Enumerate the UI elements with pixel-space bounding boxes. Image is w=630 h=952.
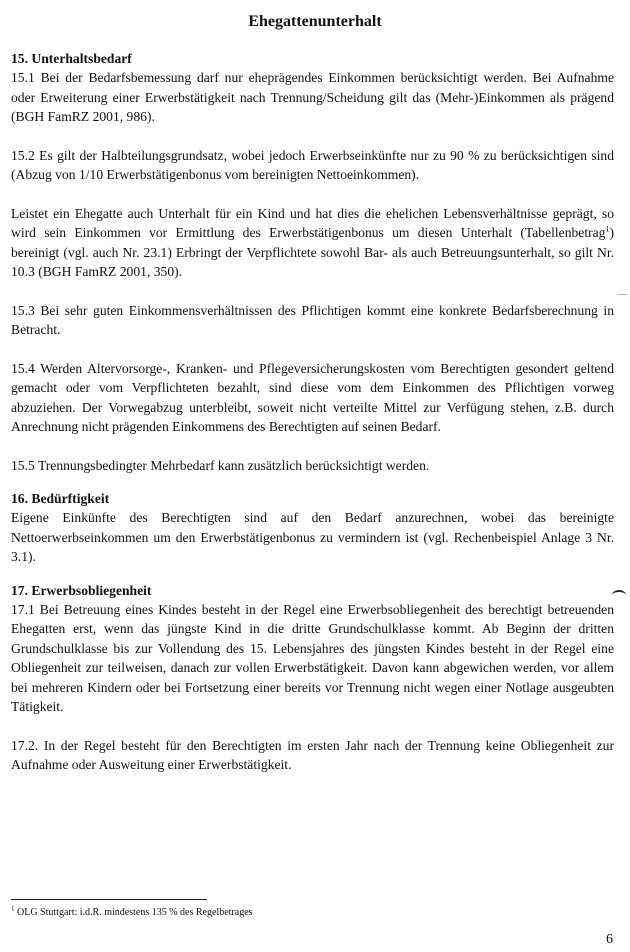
section-unterhaltsbedarf: [11, 50, 614, 475]
paragraph-text: ) bereinigt (vgl. auch Nr. 23.1) Erbringt der Verpflichtete sowohl Bar- als auch Betreuungsunterhalt, so gilt Nr. 10.3 (BGH FamRZ 2001, 350).: [11, 225, 614, 279]
page-title: Ehegattenunterhalt: [248, 13, 382, 30]
paragraph-15-2: 15.2 Es gilt der Halbteilungsgrundsatz, wobei jedoch Erwerbseinkünfte nur zu 90 % zu berücksichtigen sind (Abzug von 1/10 Erwerbstätigenbonus vom bereinigten Nettoeinkommen).: [11, 147, 614, 182]
footnote-divider: [11, 899, 207, 900]
paragraph-15-5: 15.5 Trennungsbedingter Mehrbedarf kann zusätzlich berücksichtigt werden.: [11, 457, 430, 473]
paragraph-17-2: 17.2. In der Regel besteht für den Berechtigten im ersten Jahr nach der Trennung keine Obliegenheit zur Aufnahme oder Ausweitung einer Erwerbstätigkeit.: [11, 737, 614, 772]
page-number: 6: [606, 932, 613, 947]
section-heading: 17. Erwerbsobliegenheit: [11, 582, 152, 598]
footnote: [11, 904, 253, 918]
paragraph-15-1: 15.1 Bei der Bedarfsbemessung darf nur eheprägendes Einkommen berücksichtigt werden. Bei Aufnahme oder Erweiterung einer Erwerbstätigkeit nach Trennung/Scheidung gilt das (Mehr-)Einkommen als prägend (BGH FamRZ 2001, 986).: [11, 70, 614, 124]
paragraph-text: Leistet ein Ehegatte auch Unterhalt für ein Kind und hat dies die ehelichen Lebensverhältnisse geprägt, so wird sein Einkommen vor Ermittlung des Erwerbstätigenbonus um diesen Unterhalt (Tabellenbetrag: [11, 205, 614, 240]
footnote-reference: 1: [605, 224, 610, 234]
section-heading: 15. Unterhaltsbedarf: [11, 51, 132, 66]
paragraph-15-4: 15.4 Werden Altervorsorge-, Kranken- und Pflegeversicherungskosten vom Berechtigten gesondert geltend gemacht oder vom Verpflichteten bezahlt, sind diese vom dem Einkommen des Pflichtigen vorweg abzuziehen. Der Vorwegabzug unterbleibt, soweit nicht verteilte Mittel zur Verfügung stehen, z.B. durch Anrechnung nicht prägenden Einkommens des Berechtigten auf seinen Bedarf.: [11, 360, 614, 434]
footnote-text: OLG Stuttgart: i.d.R. mindestens 135 % des Regelbetrages: [17, 907, 253, 918]
section-beduerftigkeit: [11, 490, 614, 567]
section-erwerbsobliegenheit: [11, 582, 614, 775]
paragraph-16: Eigene Einkünfte des Berechtigten sind auf den Bedarf anzurechnen, wobei das bereinigte Nettoerwerbseinkommen um den Erwerbstätigenbonus zu vermindern ist (vgl. Rechenbeispiel Anlage 3 Nr. 3.1).: [11, 510, 614, 564]
paragraph-15-3: 15.3 Bei sehr guten Einkommensverhältnissen des Pflichtigen kommt eine konkrete Bedarfsberechnung in Betracht.: [11, 302, 614, 337]
footnote-marker: 1: [11, 904, 15, 913]
paragraph-child-support: [11, 204, 614, 282]
scan-artifact: [612, 590, 626, 600]
section-heading: 16. Bedürftigkeit: [11, 491, 110, 506]
document-body: [11, 50, 614, 775]
scan-artifact: [617, 294, 627, 298]
paragraph-17-1: 17.1 Bei Betreuung eines Kindes besteht in der Regel eine Erwerbsobliegenheit des berechtigt betreuenden Ehegatten erst, wenn das jüngste Kind in die dritte Grundschulklasse kommt. Ab Beginn der dritten Grundschulklasse bis zur Vollendung des 15. Lebensjahres des jüngsten Kindes besteht in der Regel eine Obliegenheit zur teilweisen, danach zur vollen Erwerbstätigkeit. Davon kann abgewichen werden, vor allem bei mehreren Kindern oder bei Fortsetzung einer bereits vor Trennung nicht wegen einer Notlage ausgeubten Tätigkeit.: [11, 601, 614, 714]
